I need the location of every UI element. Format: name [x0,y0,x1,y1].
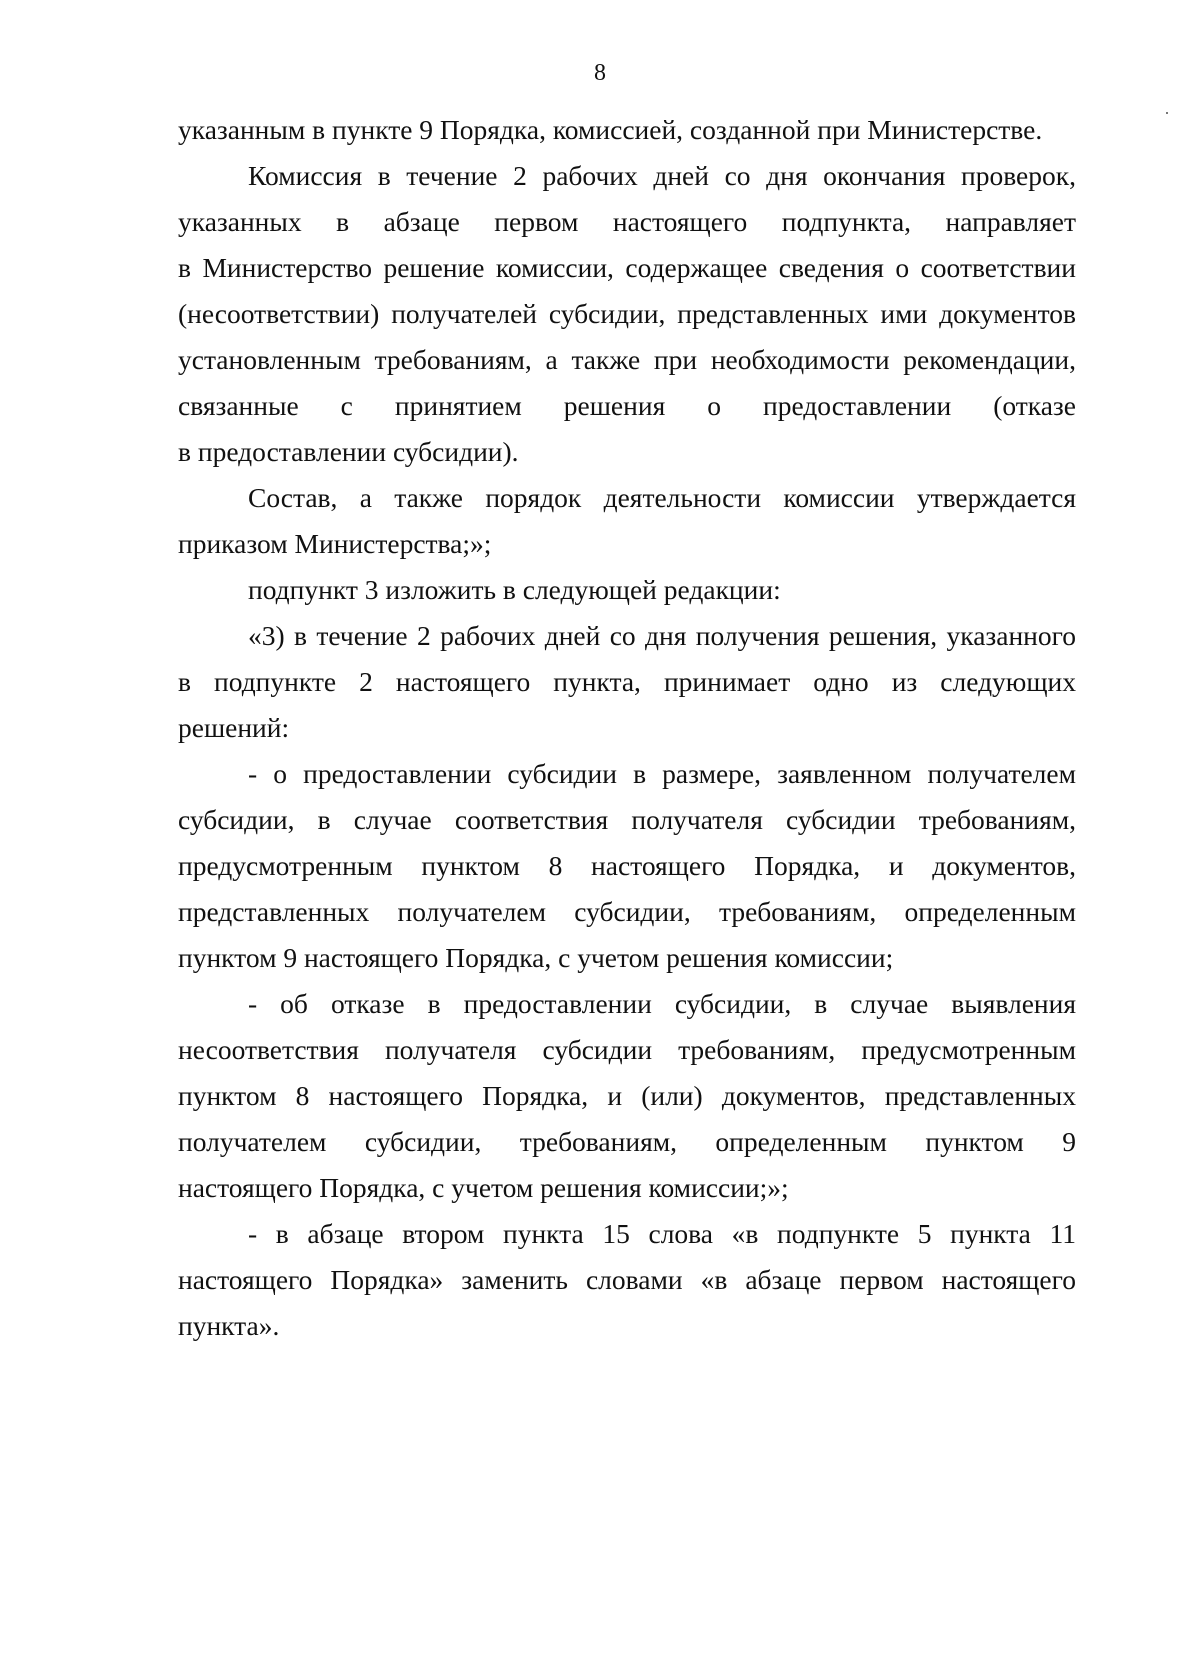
text-line: настоящего Порядка, с учетом решения комиссии;»; [178,1172,789,1203]
text-line: указанным в пункте 9 Порядка, комиссией, созданной при Министерстве. [178,114,1043,145]
text-line: решений: [178,712,290,743]
text-line: в подпункте 2 настоящего пункта, принимает одно из следующих [178,666,1076,697]
text-line: представленных получателем субсидии, требованиям, определенным [178,896,1076,927]
text-line: предусмотренным пунктом 8 настоящего Порядка, и документов, [178,850,1076,881]
text-line: связанные с принятием решения о предоставлении (отказе [178,390,1076,421]
text-line: настоящего Порядка» заменить словами «в абзаце первом настоящего [178,1264,1076,1295]
text-line: указанных в абзаце первом настоящего подпункта, направляет [178,206,1076,237]
text-line: (несоответствии) получателей субсидии, представленных ими документов [178,298,1076,329]
text-line: Комиссия в течение 2 рабочих дней со дня окончания проверок, [248,160,1076,191]
text-line: Состав, а также порядок деятельности комиссии утверждается [248,482,1076,513]
text-line: - в абзаце втором пункта 15 слова «в подпункте 5 пункта 11 [248,1218,1076,1249]
scan-speck [1166,112,1168,114]
text-line: - об отказе в предоставлении субсидии, в случае выявления [248,988,1076,1019]
text-line: получателем субсидии, требованиям, определенным пунктом 9 [178,1126,1076,1157]
text-line: пункта». [178,1310,280,1341]
text-line: в Министерство решение комиссии, содержащее сведения о соответствии [178,252,1076,283]
text-line: подпункт 3 изложить в следующей редакции: [248,574,781,605]
text-line: приказом Министерства;»; [178,528,492,559]
text-line: пунктом 9 настоящего Порядка, с учетом решения комиссии; [178,942,894,973]
text-line: - о предоставлении субсидии в размере, заявленном получателем [248,758,1076,789]
text-line: несоответствия получателя субсидии требованиям, предусмотренным [178,1034,1076,1065]
text-line: в предоставлении субсидии). [178,436,519,467]
text-line: субсидии, в случае соответствия получателя субсидии требованиям, [178,804,1076,835]
page-number: 8 [594,60,606,86]
text-line: пунктом 8 настоящего Порядка, и (или) документов, представленных [178,1080,1076,1111]
text-line: «3) в течение 2 рабочих дней со дня получения решения, указанного [248,620,1076,651]
text-line: установленным требованиям, а также при необходимости рекомендации, [178,344,1076,375]
